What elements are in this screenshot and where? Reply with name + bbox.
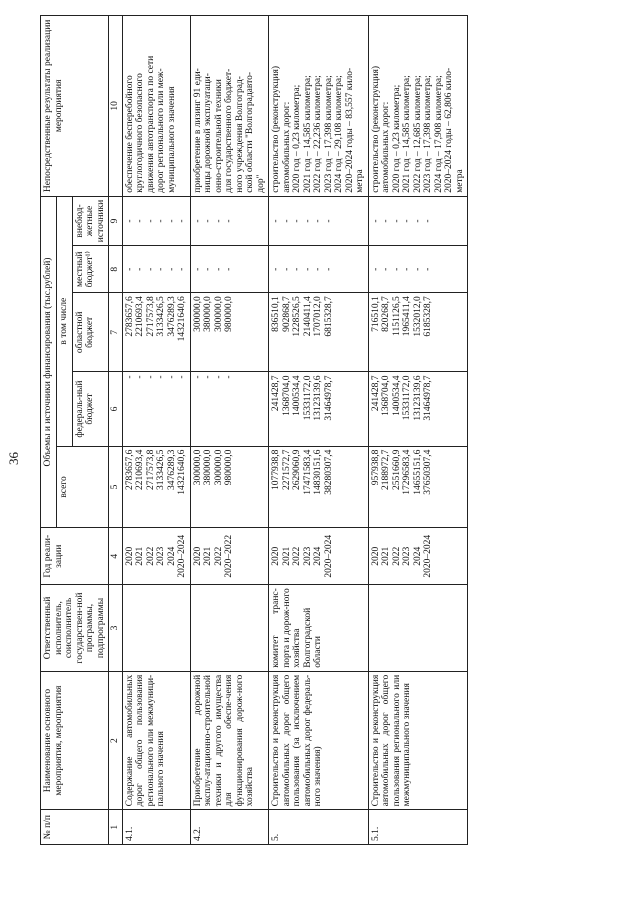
year-cell: 2020 bbox=[192, 546, 203, 566]
amount-cell: 31464978,7 bbox=[423, 375, 433, 421]
header-regional: областной бюджет bbox=[72, 293, 109, 372]
header-total: всего bbox=[56, 446, 109, 528]
year-values bbox=[122, 528, 190, 585]
year-cell: 2023 bbox=[302, 546, 313, 566]
row-number: 4.2. bbox=[190, 810, 269, 845]
amount-cell: - bbox=[213, 375, 224, 379]
amount-cell: - bbox=[145, 219, 156, 223]
extrabudget-values bbox=[269, 196, 369, 246]
amount-cell: 2140411,4 bbox=[302, 296, 313, 337]
extrabudget-values bbox=[190, 196, 269, 246]
result-line: 2022 год – 12,685 километра; bbox=[412, 75, 423, 193]
amount-cell: 6185328,7 bbox=[423, 296, 433, 337]
result-line: автомобильных дорог: bbox=[281, 101, 292, 193]
amount-cell: 14655151,6 bbox=[412, 449, 423, 495]
regional-values bbox=[122, 293, 190, 372]
amount-cell: - bbox=[156, 375, 166, 379]
amount-cell: 1965411,4 bbox=[402, 296, 412, 337]
measure-name: Содержание автомобильных дорог общего пользования регионального или межмуници-пального значения bbox=[122, 671, 190, 810]
header-volumes: Объемы и источники финансирования (тыс.рублей) bbox=[41, 196, 57, 528]
amount-cell: - bbox=[177, 375, 187, 379]
amount-cell: 241428,7 bbox=[271, 375, 281, 412]
amount-cell: 6815328,7 bbox=[323, 296, 334, 337]
result-description bbox=[190, 16, 269, 197]
regional-values bbox=[269, 293, 369, 372]
amount-cell: 820268,7 bbox=[381, 296, 391, 332]
column-number: 3 bbox=[109, 585, 123, 672]
amount-cell: 13123139,6 bbox=[412, 375, 423, 421]
amount-cell: - bbox=[166, 375, 177, 379]
year-cell: 2024 bbox=[412, 546, 423, 566]
measure-name: Строительство и реконструкция автомобильных дорог общего пользования (за исключением автомобильных дорог федераль-ного значения) bbox=[269, 671, 369, 810]
amount-cell: 1228526,5 bbox=[292, 296, 302, 337]
amount-cell: - bbox=[313, 219, 323, 223]
amount-cell: 14830151,6 bbox=[313, 449, 323, 495]
federal-values bbox=[368, 372, 468, 446]
column-number: 4 bbox=[109, 528, 123, 585]
local-values bbox=[269, 246, 369, 293]
amount-cell: 1151126,5 bbox=[391, 296, 402, 336]
result-description bbox=[368, 16, 468, 197]
local-values bbox=[122, 246, 190, 293]
row-number: 5.1. bbox=[368, 810, 468, 845]
year-cell: 2024 bbox=[313, 546, 323, 566]
amount-cell: - bbox=[412, 267, 423, 271]
result-line: для государственного бюджет- bbox=[224, 68, 234, 193]
total-values bbox=[122, 446, 190, 528]
amount-cell: - bbox=[177, 267, 187, 271]
year-values bbox=[190, 528, 269, 585]
result-line: приобретение в лизинг 91 еди- bbox=[192, 68, 203, 193]
table-row bbox=[269, 16, 369, 845]
amount-cell: 1400534,4 bbox=[292, 375, 302, 416]
extrabudget-values bbox=[368, 196, 468, 246]
result-line: дорог регионального или меж- bbox=[156, 68, 166, 193]
responsible-executor bbox=[122, 585, 190, 672]
header-name: Наименование основного мероприятия, мероприятия bbox=[41, 671, 109, 810]
result-line: 2023 год – 17,398 километра; bbox=[423, 75, 433, 193]
amount-cell: 241428,7 bbox=[370, 375, 381, 412]
measure-name: Приобретение дорожной эксплу-атационно-строительной техники и другого имущества для обеспе-чения функционирования дорож-ного хозяйства bbox=[190, 671, 269, 810]
amount-cell: - bbox=[192, 267, 203, 271]
amount-cell: 3476289,3 bbox=[166, 296, 177, 337]
amount-cell: 2210693,4 bbox=[135, 449, 145, 491]
amount-cell: - bbox=[166, 267, 177, 271]
column-number: 5 bbox=[109, 446, 123, 528]
result-description bbox=[122, 16, 190, 197]
column-numbers-row bbox=[109, 16, 123, 845]
amount-cell: 902868,7 bbox=[281, 296, 292, 332]
amount-cell: 3476289,3 bbox=[166, 449, 177, 491]
amount-cell: - bbox=[271, 219, 281, 223]
responsible-executor bbox=[368, 585, 468, 672]
total-values bbox=[269, 446, 369, 528]
federal-values bbox=[269, 372, 369, 446]
amount-cell: - bbox=[402, 219, 412, 223]
year-cell: 2020–2024 bbox=[423, 534, 433, 578]
year-cell: 2020 bbox=[124, 546, 135, 566]
year-cell: 2020–2022 bbox=[224, 534, 234, 578]
result-line: 2024 год – 17,908 километра; bbox=[433, 75, 444, 193]
amount-cell: 2717573,8 bbox=[145, 449, 156, 491]
header-federal: федераль-ный бюджет bbox=[72, 372, 109, 446]
amount-cell: - bbox=[323, 267, 334, 271]
federal-values bbox=[122, 372, 190, 446]
amount-cell: - bbox=[224, 219, 234, 223]
amount-cell: 2188972,7 bbox=[381, 449, 391, 491]
amount-cell: 2210693,4 bbox=[135, 296, 145, 337]
amount-cell: - bbox=[192, 219, 203, 223]
column-number: 2 bbox=[109, 671, 123, 810]
amount-cell: - bbox=[166, 219, 177, 223]
amount-cell: 836510,1 bbox=[271, 296, 281, 332]
amount-cell: 31464978,7 bbox=[323, 375, 334, 421]
amount-cell: - bbox=[391, 267, 402, 271]
amount-cell: - bbox=[224, 375, 234, 379]
result-line: онно-строительной техники bbox=[213, 79, 224, 193]
amount-cell: - bbox=[292, 219, 302, 223]
amount-cell: - bbox=[135, 267, 145, 271]
amount-cell: 13123139,6 bbox=[313, 375, 323, 421]
amount-cell: 300000,0 bbox=[192, 296, 203, 332]
year-cell: 2021 bbox=[381, 546, 391, 566]
year-cell: 2024 bbox=[166, 546, 177, 566]
row-number: 4.1. bbox=[122, 810, 190, 845]
amount-cell: - bbox=[381, 219, 391, 223]
amount-cell: 38280307,4 bbox=[323, 449, 334, 495]
regional-values bbox=[368, 293, 468, 372]
table-row bbox=[368, 16, 468, 845]
amount-cell: 980000,0 bbox=[224, 296, 234, 332]
year-cell: 2021 bbox=[135, 546, 145, 566]
total-values bbox=[190, 446, 269, 528]
column-number: 7 bbox=[109, 293, 123, 372]
amount-cell: - bbox=[381, 267, 391, 271]
total-values bbox=[368, 446, 468, 528]
amount-cell: - bbox=[370, 267, 381, 271]
amount-cell: - bbox=[271, 267, 281, 271]
financing-table bbox=[40, 15, 468, 845]
result-line: 2020–2024 годы – 62,806 кило- bbox=[444, 67, 454, 193]
header-executor: Ответственный исполнитель, соисполнитель государствен-ной программы, подпрограммы bbox=[41, 585, 109, 672]
result-line: движения автотранспорта по сети bbox=[145, 55, 156, 193]
result-line: строительство (реконструкция) bbox=[271, 66, 281, 193]
amount-cell: 380000,0 bbox=[203, 449, 213, 486]
amount-cell: - bbox=[156, 219, 166, 223]
column-number: 6 bbox=[109, 372, 123, 446]
amount-cell: 15331172,0 bbox=[302, 375, 313, 421]
amount-cell: - bbox=[391, 219, 402, 223]
column-number: 10 bbox=[109, 16, 123, 197]
result-line: ской области "Волгоградавто- bbox=[245, 71, 255, 193]
amount-cell: - bbox=[177, 219, 187, 223]
result-line: круглогодичного безопасного bbox=[135, 73, 145, 193]
column-number: 1 bbox=[109, 810, 123, 845]
table-body bbox=[122, 16, 468, 845]
amount-cell: - bbox=[323, 219, 334, 223]
amount-cell: - bbox=[124, 375, 135, 379]
row-number: 5. bbox=[269, 810, 369, 845]
amount-cell: - bbox=[412, 219, 423, 223]
amount-cell: - bbox=[281, 267, 292, 271]
amount-cell: 17471583,4 bbox=[302, 449, 313, 495]
amount-cell: 1368704,0 bbox=[281, 375, 292, 416]
column-number: 9 bbox=[109, 196, 123, 246]
amount-cell: 957938,8 bbox=[370, 449, 381, 486]
amount-cell: - bbox=[281, 219, 292, 223]
header-local: местный бюджет¹⁾ bbox=[72, 246, 109, 293]
amount-cell: - bbox=[213, 267, 224, 271]
header-including: в том числе bbox=[56, 196, 72, 446]
amount-cell: 17296583,4 bbox=[402, 449, 412, 495]
amount-cell: 1400534,4 bbox=[391, 375, 402, 416]
result-line: ницы дорожной эксплуатаци- bbox=[203, 73, 213, 193]
amount-cell: - bbox=[203, 219, 213, 223]
year-cell: 2021 bbox=[203, 546, 213, 566]
regional-values bbox=[190, 293, 269, 372]
federal-values bbox=[190, 372, 269, 446]
amount-cell: - bbox=[145, 375, 156, 379]
amount-cell: - bbox=[292, 267, 302, 271]
column-number: 8 bbox=[109, 246, 123, 293]
result-line: автомобильных дорог: bbox=[381, 101, 391, 193]
amount-cell: 1077938,8 bbox=[271, 449, 281, 491]
result-line: обеспечение бесперебойного bbox=[124, 75, 135, 193]
year-cell: 2022 bbox=[391, 546, 402, 566]
amount-cell: - bbox=[224, 267, 234, 271]
year-cell: 2020–2024 bbox=[323, 534, 334, 578]
result-line: 2020 год – 0,23 километра; bbox=[391, 84, 402, 193]
responsible-executor bbox=[190, 585, 269, 672]
amount-cell: - bbox=[135, 219, 145, 223]
year-values bbox=[368, 528, 468, 585]
amount-cell: 300000,0 bbox=[213, 449, 224, 486]
amount-cell: - bbox=[135, 375, 145, 379]
amount-cell: 3133426,5 bbox=[156, 296, 166, 337]
amount-cell: - bbox=[423, 267, 433, 271]
result-line: ного учреждения Волгоград- bbox=[234, 76, 245, 193]
local-values bbox=[368, 246, 468, 293]
amount-cell: - bbox=[370, 219, 381, 223]
year-cell: 2021 bbox=[281, 546, 292, 566]
responsible-executor: комитет транс-порта и дорож-ного хозяйства Волгоградской области bbox=[269, 585, 369, 672]
result-line: 2020 год – 0,23 километра; bbox=[292, 84, 302, 193]
result-line: 2021 год – 14,585 километра; bbox=[302, 75, 313, 193]
amount-cell: 37650307,4 bbox=[423, 449, 433, 495]
amount-cell: - bbox=[124, 219, 135, 223]
amount-cell: 14321640,6 bbox=[177, 296, 187, 342]
header-extrabudget: внебюд-жетные источники bbox=[72, 196, 109, 246]
year-cell: 2020 bbox=[271, 546, 281, 566]
year-values bbox=[269, 528, 369, 585]
amount-cell: 380000,0 bbox=[203, 296, 213, 332]
result-line: 2023 год – 17,398 километра; bbox=[323, 75, 334, 193]
year-cell: 2022 bbox=[145, 546, 156, 566]
amount-cell: - bbox=[145, 267, 156, 271]
year-cell: 2020 bbox=[370, 546, 381, 566]
result-description bbox=[269, 16, 369, 197]
header-results: Непосредственные результаты реализации мероприятия bbox=[41, 16, 109, 197]
amount-cell: 980000,0 bbox=[224, 449, 234, 486]
amount-cell: 14321640,6 bbox=[177, 449, 187, 495]
amount-cell: - bbox=[203, 375, 213, 379]
local-values bbox=[190, 246, 269, 293]
amount-cell: 2271572,7 bbox=[281, 449, 292, 491]
amount-cell: - bbox=[156, 267, 166, 271]
amount-cell: 2783657,6 bbox=[124, 296, 135, 337]
result-line: 2024 год – 29,108 километра; bbox=[334, 75, 344, 193]
amount-cell: 2783657,6 bbox=[124, 449, 135, 491]
year-cell: 2020–2024 bbox=[177, 534, 187, 578]
amount-cell: 3133426,5 bbox=[156, 449, 166, 491]
header-year: Год реали-зации bbox=[41, 528, 109, 585]
extrabudget-values bbox=[122, 196, 190, 246]
amount-cell: 1707012,0 bbox=[313, 296, 323, 337]
amount-cell: - bbox=[192, 375, 203, 379]
amount-cell: - bbox=[313, 267, 323, 271]
amount-cell: 2551660,9 bbox=[391, 449, 402, 491]
result-line: метра bbox=[454, 169, 465, 193]
result-line: 2021 год – 14,585 километра; bbox=[402, 75, 412, 193]
amount-cell: 15331172,0 bbox=[402, 375, 412, 421]
amount-cell: - bbox=[302, 267, 313, 271]
year-cell: 2022 bbox=[292, 546, 302, 566]
result-line: дор" bbox=[255, 174, 266, 193]
result-line: 2022 год – 22,236 километра; bbox=[313, 75, 323, 193]
amount-cell: 2629060,9 bbox=[292, 449, 302, 491]
amount-cell: 300000,0 bbox=[213, 296, 224, 332]
year-cell: 2023 bbox=[402, 546, 412, 566]
amount-cell: 300000,0 bbox=[192, 449, 203, 486]
table-row bbox=[122, 16, 190, 845]
result-line: муниципального значения bbox=[166, 86, 177, 193]
amount-cell: - bbox=[203, 267, 213, 271]
year-cell: 2022 bbox=[213, 546, 224, 566]
year-cell: 2023 bbox=[156, 546, 166, 566]
page-number: 36 bbox=[6, 452, 21, 465]
amount-cell: 1532012,0 bbox=[412, 296, 423, 337]
amount-cell: - bbox=[213, 219, 224, 223]
amount-cell: - bbox=[302, 219, 313, 223]
header-no: № п/п bbox=[41, 810, 109, 845]
table-row bbox=[190, 16, 269, 845]
amount-cell: 1368704,0 bbox=[381, 375, 391, 416]
measure-name: Строительство и реконструкция автомобильных дорог общего пользования регионального или межмуниципального значения bbox=[368, 671, 468, 810]
amount-cell: 716510,1 bbox=[370, 296, 381, 332]
amount-cell: 2717573,8 bbox=[145, 296, 156, 337]
result-line: строительство (реконструкция) bbox=[370, 66, 381, 193]
amount-cell: - bbox=[423, 219, 433, 223]
amount-cell: - bbox=[402, 267, 412, 271]
result-line: метра bbox=[355, 169, 365, 193]
result-line: 2020–2024 годы – 83,557 кило- bbox=[344, 67, 355, 193]
amount-cell: - bbox=[124, 267, 135, 271]
